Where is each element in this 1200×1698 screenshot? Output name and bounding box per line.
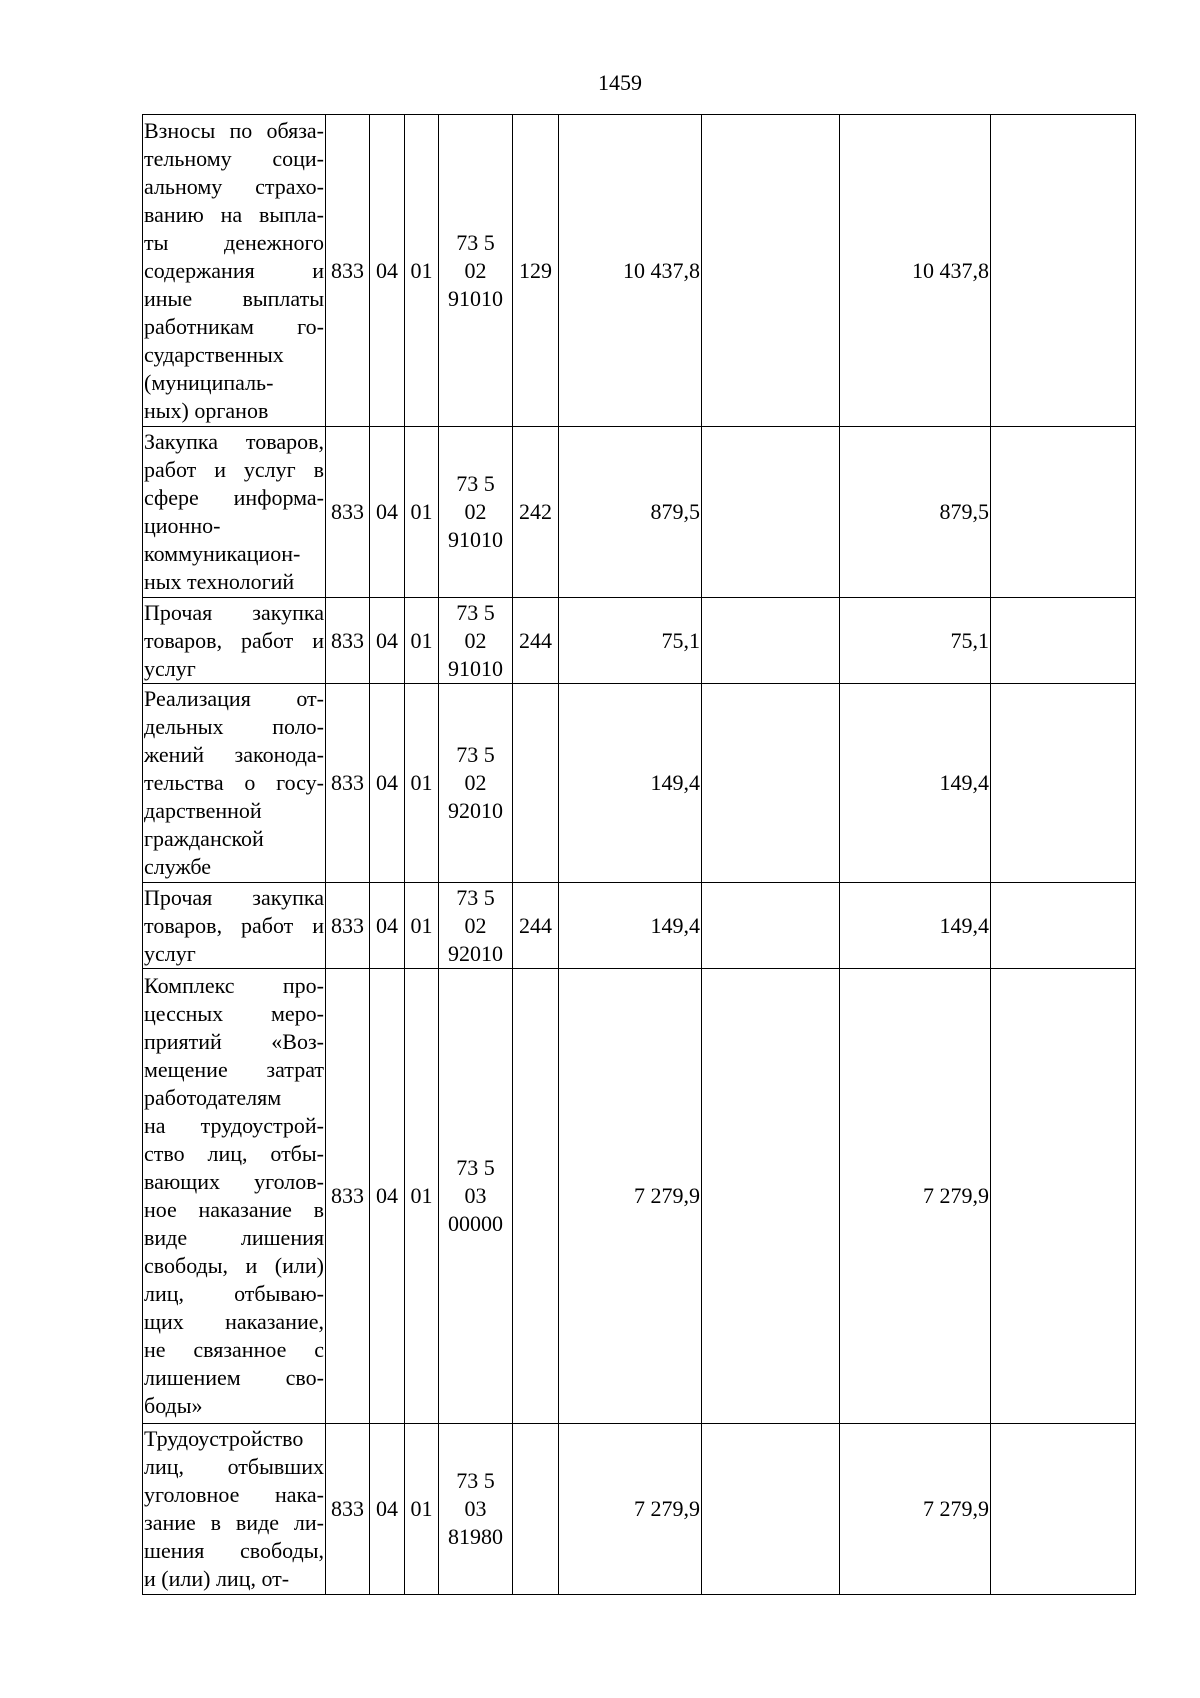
- expense-name-line: ство лиц, отбы-: [144, 1141, 324, 1166]
- target-article-part: 91010: [448, 285, 503, 311]
- target-article-part: 73 5: [456, 742, 495, 767]
- expense-name-line: ных) органов: [144, 397, 269, 423]
- target-article-part: 02: [464, 627, 487, 653]
- table-row: [143, 598, 1136, 684]
- expense-name: [143, 684, 326, 883]
- target-article-code: [439, 883, 513, 969]
- subsection-code: 01: [405, 969, 439, 1424]
- table-row: [143, 969, 1136, 1424]
- expense-name: [143, 115, 326, 427]
- expense-name-line: услуг: [144, 940, 196, 966]
- target-article-code: [439, 684, 513, 883]
- subsection-code: 01: [405, 427, 439, 598]
- expense-name-line: вающих уголов-: [144, 1169, 324, 1194]
- amount-total: 149,4: [559, 684, 702, 883]
- amount-col-2: [702, 598, 840, 684]
- expense-name: [143, 883, 326, 969]
- table-row: [143, 883, 1136, 969]
- expense-name-line: Прочая закупка: [144, 599, 324, 625]
- expense-name-line: содержания и: [144, 257, 324, 283]
- expense-name: [143, 598, 326, 684]
- expense-name-line: на трудоустрой-: [144, 1113, 324, 1138]
- target-article-part: 91010: [448, 655, 503, 681]
- expense-type-code: 129: [513, 115, 559, 427]
- amount-col-2: [702, 427, 840, 598]
- amount-col-3: 149,4: [840, 883, 991, 969]
- expense-name-line: работникам го-: [144, 313, 324, 339]
- expense-name-line: ное наказание в: [144, 1197, 324, 1222]
- section-code: 04: [370, 598, 405, 684]
- target-article-part: 73 5: [456, 229, 495, 255]
- amount-col-3: 7 279,9: [840, 1424, 991, 1595]
- expense-type-code: [513, 1424, 559, 1595]
- amount-col-2: [702, 969, 840, 1424]
- expense-name-line: ванию на выпла-: [144, 201, 324, 227]
- expense-name-line: шения свободы,: [144, 1538, 324, 1563]
- amount-total: 879,5: [559, 427, 702, 598]
- grbs-code: 833: [326, 883, 370, 969]
- amount-total: 10 437,8: [559, 115, 702, 427]
- expense-name-line: виде лишения: [144, 1225, 324, 1250]
- amount-col-4: [991, 969, 1136, 1424]
- subsection-code: 01: [405, 883, 439, 969]
- amount-col-2: [702, 883, 840, 969]
- amount-col-4: [991, 1424, 1136, 1595]
- target-article-part: 73 5: [456, 884, 495, 910]
- amount-col-4: [991, 883, 1136, 969]
- amount-col-3: 149,4: [840, 684, 991, 883]
- target-article-code: [439, 598, 513, 684]
- expense-name-line: тельному соци-: [144, 145, 324, 171]
- expense-name-line: тельства о госу-: [144, 770, 324, 795]
- amount-col-3: 879,5: [840, 427, 991, 598]
- amount-col-2: [702, 1424, 840, 1595]
- expense-name-line: ты денежного: [144, 229, 324, 255]
- expense-name-line: Взносы по обяза-: [144, 117, 324, 143]
- amount-col-3: 10 437,8: [840, 115, 991, 427]
- expense-name-line: дарственной: [144, 798, 262, 823]
- expense-name-line: боды»: [144, 1393, 203, 1418]
- expense-name-line: услуг: [144, 655, 196, 681]
- grbs-code: 833: [326, 427, 370, 598]
- expense-name-line: щих наказание,: [144, 1309, 324, 1334]
- expense-type-code: [513, 969, 559, 1424]
- expense-type-code: 244: [513, 598, 559, 684]
- table-row: [143, 427, 1136, 598]
- amount-total: 149,4: [559, 883, 702, 969]
- expense-name-line: цессных меро-: [144, 1001, 324, 1026]
- expense-type-code: [513, 684, 559, 883]
- expense-name: [143, 1424, 326, 1595]
- expense-name: [143, 427, 326, 598]
- budget-table: [142, 114, 1136, 1595]
- grbs-code: 833: [326, 598, 370, 684]
- target-article-part: 03: [464, 1496, 487, 1521]
- subsection-code: 01: [405, 1424, 439, 1595]
- target-article-part: 00000: [448, 1211, 503, 1236]
- target-article-code: [439, 427, 513, 598]
- target-article-code: [439, 1424, 513, 1595]
- target-article-part: 73 5: [456, 1468, 495, 1493]
- expense-name-line: жений законода-: [144, 742, 324, 767]
- section-code: 04: [370, 1424, 405, 1595]
- amount-col-2: [702, 115, 840, 427]
- section-code: 04: [370, 427, 405, 598]
- expense-name-line: уголовное нака-: [144, 1482, 324, 1507]
- expense-name-line: Комплекс про-: [144, 973, 324, 998]
- expense-name-line: Реализация от-: [144, 686, 324, 711]
- expense-name-line: работодателям: [144, 1085, 282, 1110]
- grbs-code: 833: [326, 969, 370, 1424]
- target-article-part: 91010: [448, 527, 503, 552]
- amount-col-4: [991, 598, 1136, 684]
- expense-name-line: лишением сво-: [144, 1365, 324, 1390]
- expense-name-line: дельных поло-: [144, 714, 324, 739]
- grbs-code: 833: [326, 684, 370, 883]
- target-article-code: [439, 969, 513, 1424]
- expense-name-line: мещение затрат: [144, 1057, 324, 1082]
- expense-name-line: Прочая закупка: [144, 884, 324, 910]
- amount-total: 7 279,9: [559, 1424, 702, 1595]
- expense-name-line: (муниципаль-: [144, 369, 274, 395]
- expense-name-line: сударственных: [144, 341, 284, 367]
- expense-type-code: 244: [513, 883, 559, 969]
- section-code: 04: [370, 969, 405, 1424]
- target-article-code: [439, 115, 513, 427]
- subsection-code: 01: [405, 598, 439, 684]
- amount-col-3: 7 279,9: [840, 969, 991, 1424]
- table-row: [143, 1424, 1136, 1595]
- amount-col-2: [702, 684, 840, 883]
- target-article-part: 73 5: [456, 1155, 495, 1180]
- amount-col-4: [991, 684, 1136, 883]
- expense-name-line: лиц, отбывших: [144, 1454, 324, 1479]
- target-article-part: 73 5: [456, 471, 495, 496]
- amount-col-4: [991, 115, 1136, 427]
- amount-col-3: 75,1: [840, 598, 991, 684]
- page-number: 1459: [598, 70, 642, 95]
- expense-name-line: не связанное с: [144, 1337, 324, 1362]
- expense-name-line: альному страхо-: [144, 173, 324, 199]
- expense-name-line: службе: [144, 854, 212, 879]
- expense-name-line: зание в виде ли-: [144, 1510, 324, 1535]
- table-row: [143, 115, 1136, 427]
- target-article-part: 03: [464, 1183, 487, 1208]
- amount-total: 75,1: [559, 598, 702, 684]
- grbs-code: 833: [326, 1424, 370, 1595]
- target-article-part: 02: [464, 912, 487, 938]
- amount-col-4: [991, 427, 1136, 598]
- expense-name-line: и (или) лиц, от-: [144, 1566, 290, 1591]
- table-row: [143, 684, 1136, 883]
- expense-name-line: сфере информа-: [144, 485, 324, 510]
- expense-name: [143, 969, 326, 1424]
- expense-name-line: ных технологий: [144, 569, 295, 594]
- target-article-part: 02: [464, 257, 487, 283]
- expense-name-line: иные выплаты: [144, 285, 324, 311]
- section-code: 04: [370, 883, 405, 969]
- section-code: 04: [370, 684, 405, 883]
- expense-name-line: лиц, отбываю-: [144, 1281, 324, 1306]
- target-article-part: 92010: [448, 940, 503, 966]
- amount-total: 7 279,9: [559, 969, 702, 1424]
- target-article-part: 02: [464, 499, 487, 524]
- subsection-code: 01: [405, 115, 439, 427]
- expense-name-line: Закупка товаров,: [144, 429, 324, 454]
- grbs-code: 833: [326, 115, 370, 427]
- target-article-part: 81980: [448, 1524, 503, 1549]
- target-article-part: 02: [464, 770, 487, 795]
- expense-name-line: коммуникацион-: [144, 541, 301, 566]
- expense-name-line: Трудоустройство: [144, 1426, 304, 1451]
- expense-type-code: 242: [513, 427, 559, 598]
- expense-name-line: работ и услуг в: [144, 457, 324, 482]
- expense-name-line: гражданской: [144, 826, 264, 851]
- expense-name-line: приятий «Воз-: [144, 1029, 324, 1054]
- target-article-part: 73 5: [456, 599, 495, 625]
- expense-name-line: товаров, работ и: [144, 627, 324, 653]
- expense-name-line: свободы, и (или): [144, 1253, 324, 1278]
- expense-name-line: товаров, работ и: [144, 912, 324, 938]
- section-code: 04: [370, 115, 405, 427]
- expense-name-line: ционно-: [144, 513, 221, 538]
- subsection-code: 01: [405, 684, 439, 883]
- target-article-part: 92010: [448, 798, 503, 823]
